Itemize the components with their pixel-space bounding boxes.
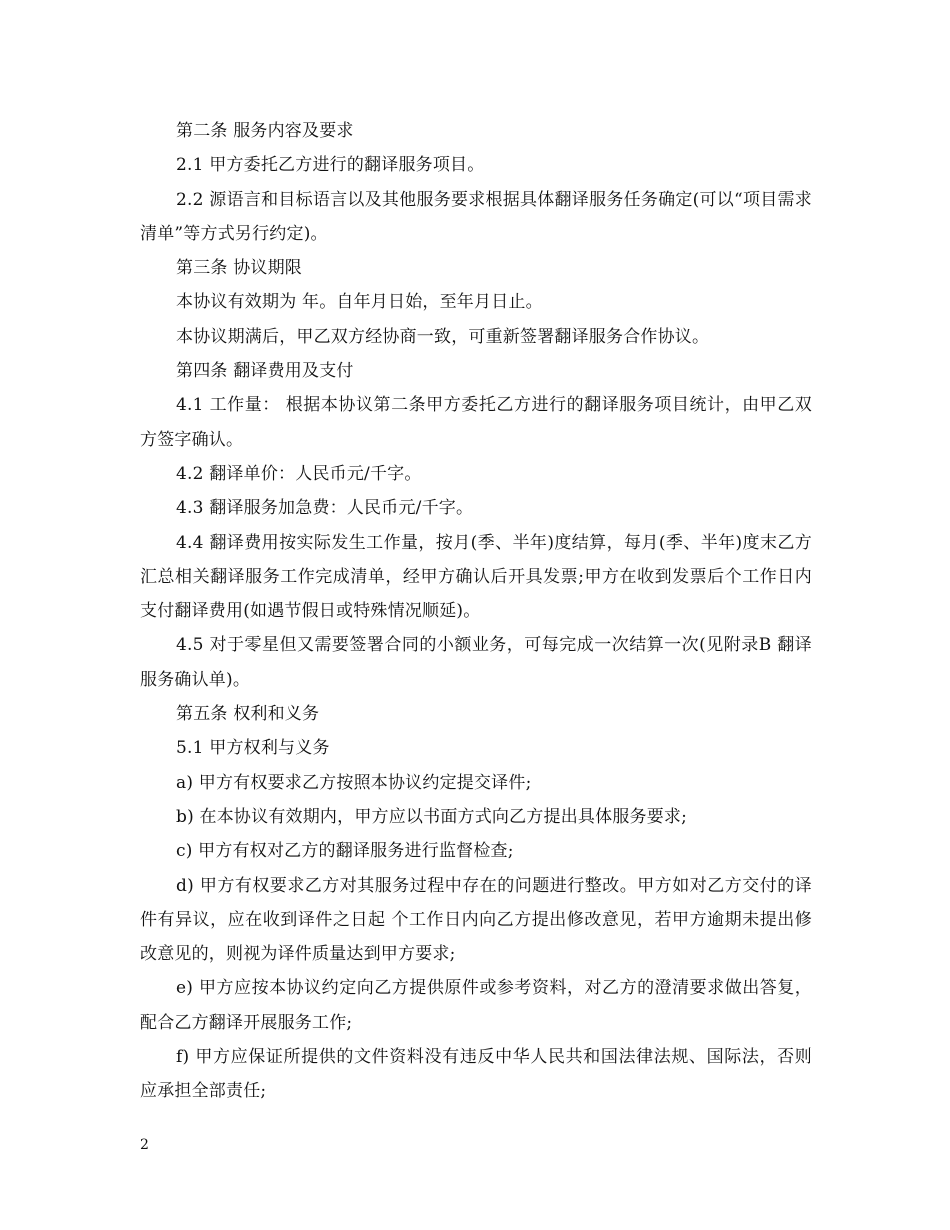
item-d: d) 甲方有权要求乙方对其服务过程中存在的问题进行整改。甲方如对乙方交付的译件有异议，应在收到译件之日起 个工作日内向乙方提出修改意见，若甲方逾期未提出修改意见的，则视为译件质量达到甲方要求; xyxy=(140,875,812,965)
document-body xyxy=(140,114,812,1109)
clause-4-4: 4.4 翻译费用按实际发生工作量，按月(季、半年)度结算，每月(季、半年)度末乙方汇总相关翻译服务工作完成清单，经甲方确认后开具发票;甲方在收到发票后个工作日内支付翻译费用(如遇节假日或特殊情况顺延)。 xyxy=(140,532,812,622)
clause-2-2: 2.2 源语言和目标语言以及其他服务要求根据具体翻译服务任务确定(可以“项目需求清单”等方式另行约定)。 xyxy=(140,189,812,244)
item-c: c) 甲方有权对乙方的翻译服务进行监督检查; xyxy=(176,841,514,862)
clause-5-1: 5.1 甲方权利与义务 xyxy=(176,738,330,759)
clause-2-1: 2.1 甲方委托乙方进行的翻译服务项目。 xyxy=(176,155,485,176)
term-validity: 本协议有效期为 年。自年月日始，至年月日止。 xyxy=(176,292,543,313)
article-4-heading: 第四条 翻译费用及支付 xyxy=(176,361,354,382)
item-b: b) 在本协议有效期内，甲方应以书面方式向乙方提出具体服务要求; xyxy=(176,806,688,827)
item-e: e) 甲方应按本协议约定向乙方提供原件或参考资料，对乙方的澄清要求做出答复，配合乙方翻译开展服务工作; xyxy=(140,978,812,1033)
clause-4-3: 4.3 翻译服务加急费：人民币元/千字。 xyxy=(176,498,474,519)
item-a: a) 甲方有权要求乙方按照本协议约定提交译件; xyxy=(176,772,532,793)
article-2-heading: 第二条 服务内容及要求 xyxy=(176,121,354,141)
article-5-heading: 第五条 权利和义务 xyxy=(176,704,320,725)
article-3-heading: 第三条 协议期限 xyxy=(176,258,303,279)
clause-4-2: 4.2 翻译单价：人民币元/千字。 xyxy=(176,463,422,484)
page-number: 2 xyxy=(140,1137,149,1153)
clause-4-5: 4.5 对于零星但又需要签署合同的小额业务，可每完成一次结算一次(见附录B 翻译服务确认单)。 xyxy=(140,635,812,690)
clause-4-1: 4.1 工作量： 根据本协议第二条甲方委托乙方进行的翻译服务项目统计，由甲乙双方签字确认。 xyxy=(140,395,812,450)
term-renewal: 本协议期满后，甲乙双方经协商一致，可重新签署翻译服务合作协议。 xyxy=(176,326,710,347)
item-f: f) 甲方应保证所提供的文件资料没有违反中华人民共和国法律法规、国际法，否则应承担全部责任; xyxy=(140,1047,812,1102)
